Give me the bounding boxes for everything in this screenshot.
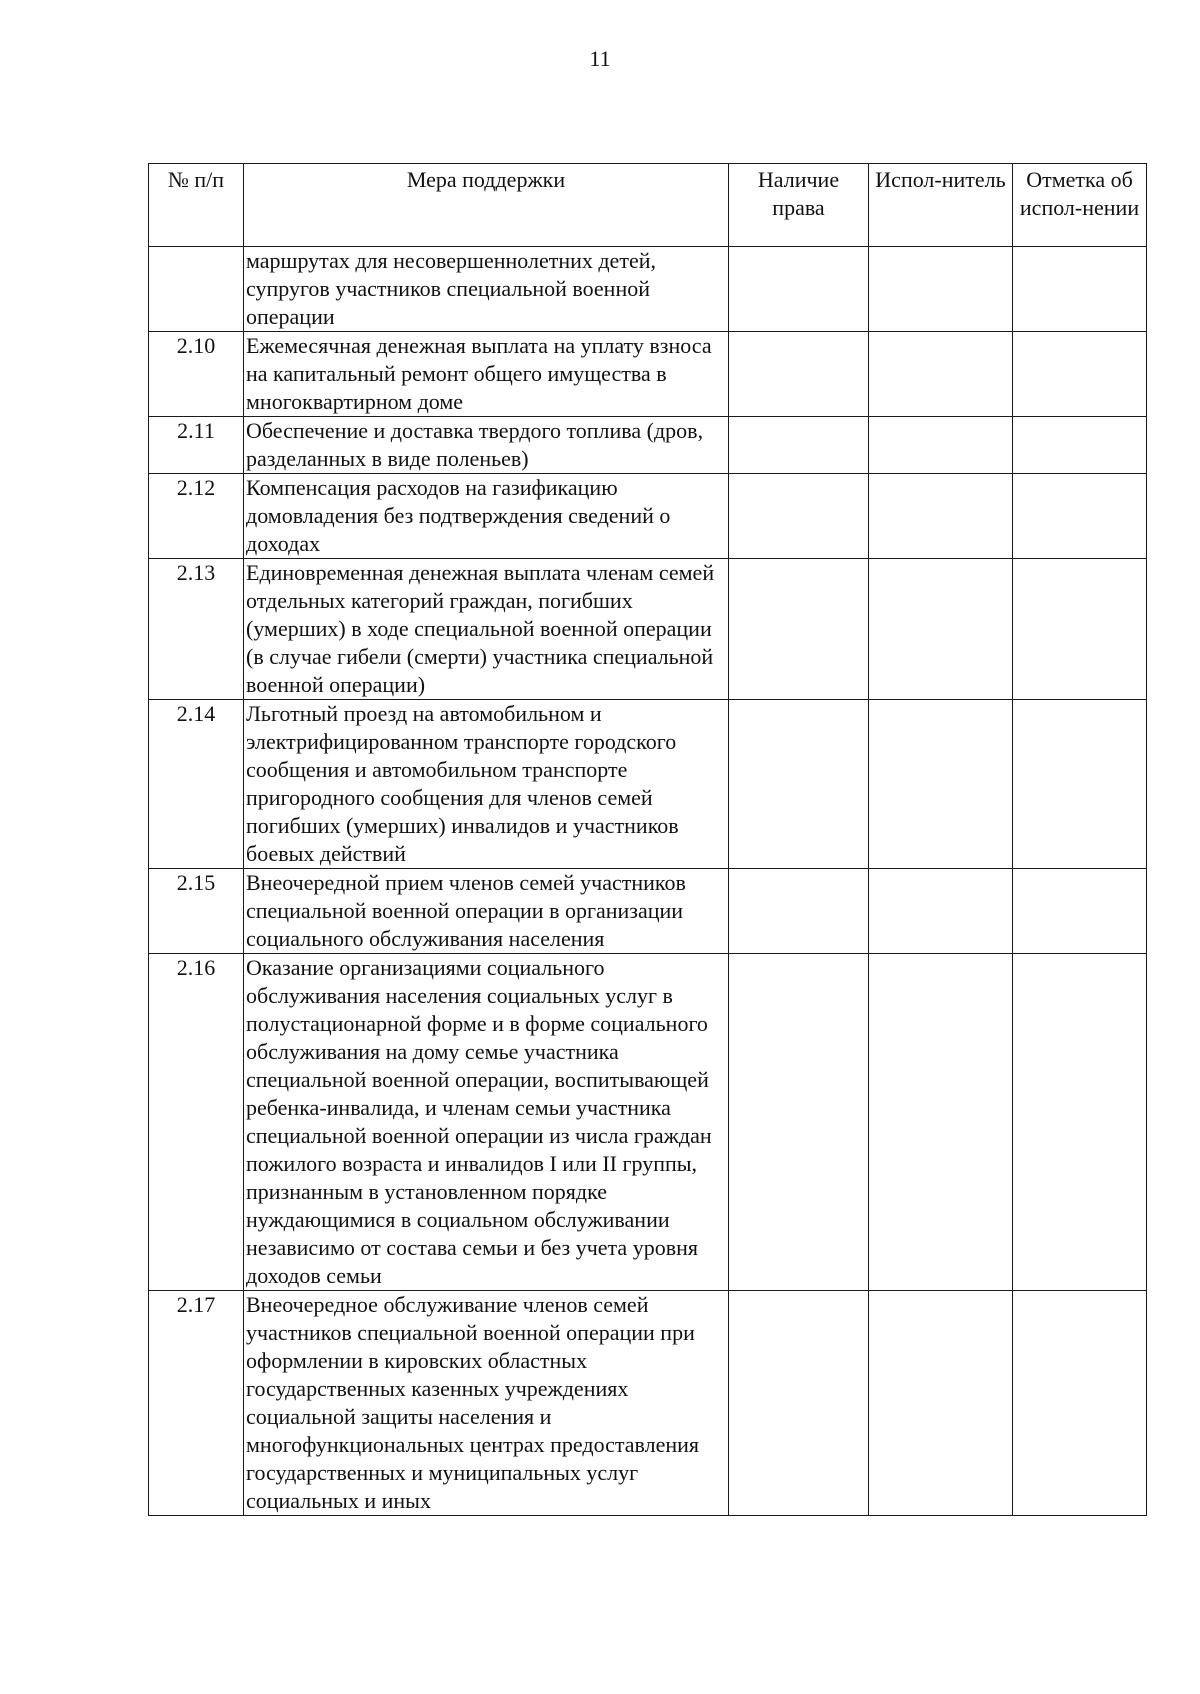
right-cell[interactable] [729, 559, 869, 700]
table-row [149, 869, 1147, 954]
header-executor: Испол-нитель [869, 164, 1013, 247]
table-row [149, 559, 1147, 700]
mark-cell[interactable] [1013, 869, 1147, 954]
executor-cell[interactable] [869, 332, 1013, 417]
row-number: 2.16 [149, 954, 244, 1291]
executor-cell[interactable] [869, 417, 1013, 474]
right-cell[interactable] [729, 417, 869, 474]
executor-cell[interactable] [869, 1291, 1013, 1516]
support-measures-table [148, 163, 1147, 1516]
table-row [149, 247, 1147, 332]
row-number: 2.10 [149, 332, 244, 417]
table-row [149, 954, 1147, 1291]
mark-cell[interactable] [1013, 417, 1147, 474]
table-row [149, 1291, 1147, 1516]
row-number [149, 247, 244, 332]
right-cell[interactable] [729, 869, 869, 954]
right-cell[interactable] [729, 332, 869, 417]
row-number: 2.17 [149, 1291, 244, 1516]
mark-cell[interactable] [1013, 559, 1147, 700]
measure-text: маршрутах для несовершеннолетних детей, супругов участников специальной военной операции [244, 247, 729, 332]
header-num: № п/п [149, 164, 244, 247]
measure-text: Ежемесячная денежная выплата на уплату взноса на капитальный ремонт общего имущества в многоквартирном доме [244, 332, 729, 417]
row-number: 2.13 [149, 559, 244, 700]
mark-cell[interactable] [1013, 474, 1147, 559]
measure-text: Внеочередной прием членов семей участников специальной военной операции в организации социального обслуживания населения [244, 869, 729, 954]
mark-cell[interactable] [1013, 1291, 1147, 1516]
support-measures-table-container [148, 163, 1146, 1516]
right-cell[interactable] [729, 700, 869, 869]
page-number: 11 [589, 46, 611, 71]
row-number: 2.12 [149, 474, 244, 559]
table-row [149, 417, 1147, 474]
row-number: 2.14 [149, 700, 244, 869]
mark-cell[interactable] [1013, 700, 1147, 869]
executor-cell[interactable] [869, 247, 1013, 332]
header-mark: Отметка об испол-нении [1013, 164, 1147, 247]
header-right: Наличие права [729, 164, 869, 247]
row-number: 2.15 [149, 869, 244, 954]
mark-cell[interactable] [1013, 954, 1147, 1291]
right-cell[interactable] [729, 1291, 869, 1516]
table-header-row [149, 164, 1147, 247]
measure-text: Обеспечение и доставка твердого топлива (дров, разделанных в виде поленьев) [244, 417, 729, 474]
executor-cell[interactable] [869, 700, 1013, 869]
executor-cell[interactable] [869, 559, 1013, 700]
table-row [149, 332, 1147, 417]
measure-text: Оказание организациями социального обслуживания населения социальных услуг в полустационарной форме и в форме социального обслуживания на дому семье участника специальной военной операции, воспитывающей ребенка-инвалида, и членам семьи участника специальной военной операции из числа граждан пожилого возраста и инвалидов I или II группы, признанным в установленном порядке нуждающимися в социальном обслуживании независимо от состава семьи и без учета уровня доходов семьи [244, 954, 729, 1291]
row-number: 2.11 [149, 417, 244, 474]
measure-text: Компенсация расходов на газификацию домовладения без подтверждения сведений о доходах [244, 474, 729, 559]
header-measure: Мера поддержки [244, 164, 729, 247]
executor-cell[interactable] [869, 474, 1013, 559]
measure-text: Льготный проезд на автомобильном и электрифицированном транспорте городского сообщения и автомобильном транспорте пригородного сообщения для членов семей погибших (умерших) инвалидов и участников боевых действий [244, 700, 729, 869]
right-cell[interactable] [729, 954, 869, 1291]
right-cell[interactable] [729, 474, 869, 559]
table-row [149, 474, 1147, 559]
right-cell[interactable] [729, 247, 869, 332]
mark-cell[interactable] [1013, 332, 1147, 417]
measure-text: Единовременная денежная выплата членам семей отдельных категорий граждан, погибших (умерших) в ходе специальной военной операции (в случае гибели (смерти) участника специальной военной операции) [244, 559, 729, 700]
table-row [149, 700, 1147, 869]
mark-cell[interactable] [1013, 247, 1147, 332]
executor-cell[interactable] [869, 954, 1013, 1291]
executor-cell[interactable] [869, 869, 1013, 954]
measure-text: Внеочередное обслуживание членов семей участников специальной военной операции при оформлении в кировских областных государственных казенных учреждениях социальной защиты населения и многофункциональных центрах предоставления государственных и муниципальных услуг социальных и иных [244, 1291, 729, 1516]
